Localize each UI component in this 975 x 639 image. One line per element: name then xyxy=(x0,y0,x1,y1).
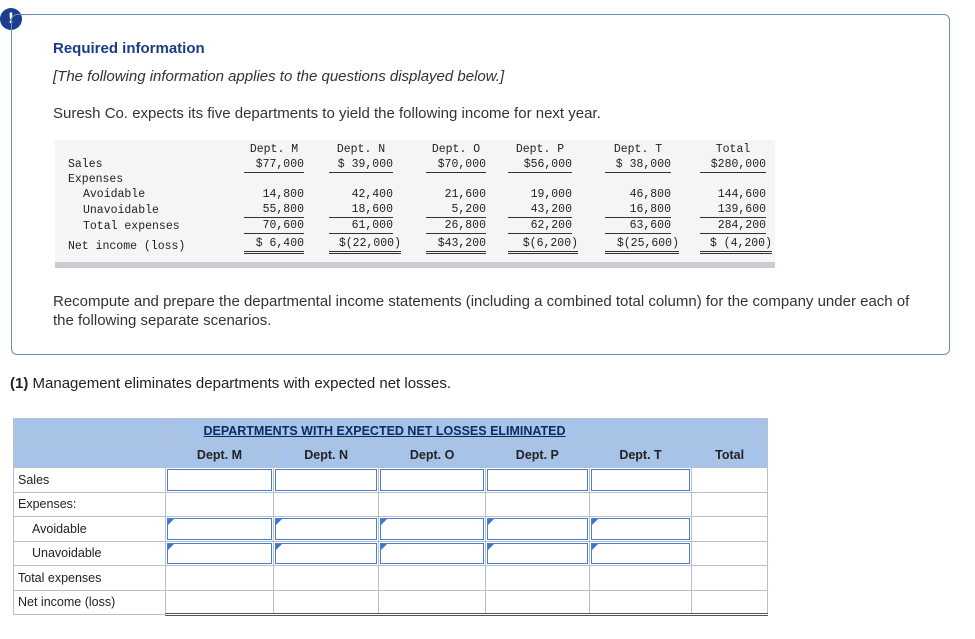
given-total-net-income: $ (4,200) xyxy=(700,237,772,254)
given-p-total-expenses: 62,200 xyxy=(508,219,572,234)
total-avoidable-cell xyxy=(692,517,768,542)
given-t-unavoidable: 16,800 xyxy=(605,203,671,218)
total-expenses-total-cell xyxy=(692,566,768,591)
input-m-unavoidable[interactable] xyxy=(166,541,274,566)
problem-intro: Suresh Co. expects its five departments to yield the following income for next year. xyxy=(53,105,601,122)
worksheet-title: DEPARTMENTS WITH EXPECTED NET LOSSES ELIMINATED xyxy=(166,419,768,444)
expenses-o-cell xyxy=(379,492,486,517)
worksheet-header-m: Dept. M xyxy=(166,443,274,468)
total-unavoidable-cell xyxy=(692,541,768,566)
given-header-n: Dept. N xyxy=(336,143,386,156)
input-o-avoidable[interactable] xyxy=(379,517,486,542)
given-label-unavoidable: Unavoidable xyxy=(83,204,159,217)
net-income-total-cell xyxy=(692,590,768,615)
given-header-total: Total xyxy=(715,143,751,156)
net-income-t-cell xyxy=(589,590,691,615)
given-total-total-expenses: 284,200 xyxy=(700,219,766,234)
given-label-sales: Sales xyxy=(68,158,103,171)
required-info-note: [The following information applies to the questions displayed below.] xyxy=(53,68,505,85)
part1-prompt xyxy=(10,375,451,392)
given-o-net-income: $43,200 xyxy=(426,237,486,254)
worksheet-header-p: Dept. P xyxy=(485,443,589,468)
given-m-sales: $77,000 xyxy=(244,158,304,173)
input-p-sales[interactable] xyxy=(485,468,589,493)
given-header-p: Dept. P xyxy=(515,143,565,156)
expenses-t-cell xyxy=(589,492,691,517)
given-n-total-expenses: 61,000 xyxy=(329,219,393,234)
total-expenses-m-cell xyxy=(166,566,274,591)
input-n-avoidable[interactable] xyxy=(274,517,379,542)
input-t-avoidable[interactable] xyxy=(589,517,691,542)
worksheet-header-n: Dept. N xyxy=(274,443,379,468)
given-header-m: Dept. M xyxy=(249,143,299,156)
given-p-sales: $56,000 xyxy=(508,158,572,173)
worksheet-header-o: Dept. O xyxy=(379,443,486,468)
expenses-p-cell xyxy=(485,492,589,517)
input-p-avoidable[interactable] xyxy=(485,517,589,542)
given-n-sales: $ 39,000 xyxy=(329,158,393,173)
given-p-net-income: $(6,200) xyxy=(508,237,578,254)
total-sales-cell xyxy=(692,468,768,493)
given-t-net-income: $(25,600) xyxy=(605,237,679,254)
total-expenses-p-cell xyxy=(485,566,589,591)
given-t-total-expenses: 63,600 xyxy=(605,219,671,234)
given-p-unavoidable: 43,200 xyxy=(508,203,572,218)
given-table-scrollbar[interactable] xyxy=(55,262,775,268)
given-n-avoidable: 42,400 xyxy=(351,188,393,201)
net-income-n-cell xyxy=(274,590,379,615)
input-m-avoidable[interactable] xyxy=(166,517,274,542)
given-o-sales: $70,000 xyxy=(426,158,486,173)
given-p-avoidable: 19,000 xyxy=(530,188,572,201)
part1-text: Management eliminates departments with expected net losses. xyxy=(28,375,452,392)
net-income-o-cell xyxy=(379,590,486,615)
worksheet-header-t: Dept. T xyxy=(589,443,691,468)
input-p-unavoidable[interactable] xyxy=(485,541,589,566)
given-o-avoidable: 21,600 xyxy=(444,188,486,201)
given-n-unavoidable: 18,600 xyxy=(329,203,393,218)
expenses-m-cell xyxy=(166,492,274,517)
given-o-unavoidable: 5,200 xyxy=(426,203,486,218)
given-label-expenses: Expenses xyxy=(68,173,124,186)
given-n-net-income: $(22,000) xyxy=(329,237,401,254)
given-income-table xyxy=(55,140,775,264)
input-o-sales[interactable] xyxy=(379,468,486,493)
scenario-instructions: Recompute and prepare the departmental income statements (including a combined total column) for the company under each of the following separate scenarios. xyxy=(53,293,910,329)
given-t-sales: $ 38,000 xyxy=(605,158,671,173)
worksheet-header-total: Total xyxy=(692,443,768,468)
given-label-net-income: Net income (loss) xyxy=(68,240,186,253)
input-n-sales[interactable] xyxy=(274,468,379,493)
given-m-net-income: $ 6,400 xyxy=(244,237,304,254)
given-total-unavoidable: 139,600 xyxy=(700,203,766,218)
worksheet-label-total-expenses: Total expenses xyxy=(14,566,166,591)
worksheet-label-sales: Sales xyxy=(14,468,166,493)
expenses-n-cell xyxy=(274,492,379,517)
input-m-sales[interactable] xyxy=(166,468,274,493)
given-label-total-expenses: Total expenses xyxy=(83,220,180,233)
total-expenses-t-cell xyxy=(589,566,691,591)
given-m-avoidable: 14,800 xyxy=(262,188,304,201)
given-header-t: Dept. T xyxy=(613,143,663,156)
worksheet-title-spacer xyxy=(14,419,166,444)
given-total-sales: $280,000 xyxy=(700,158,766,173)
total-expenses-n-cell xyxy=(274,566,379,591)
required-info-title: Required information xyxy=(53,40,205,57)
worksheet-header-blank xyxy=(14,443,166,468)
worksheet-label-unavoidable: Unavoidable xyxy=(14,541,166,566)
given-o-total-expenses: 26,800 xyxy=(426,219,486,234)
given-total-avoidable: 144,600 xyxy=(717,188,766,201)
input-t-unavoidable[interactable] xyxy=(589,541,691,566)
input-n-unavoidable[interactable] xyxy=(274,541,379,566)
alert-icon: ! xyxy=(0,8,22,30)
given-m-total-expenses: 70,600 xyxy=(244,219,304,234)
worksheet-label-expenses: Expenses: xyxy=(14,492,166,517)
total-expenses-o-cell xyxy=(379,566,486,591)
given-header-o: Dept. O xyxy=(431,143,481,156)
input-o-unavoidable[interactable] xyxy=(379,541,486,566)
answer-worksheet xyxy=(13,418,768,616)
worksheet-label-avoidable: Avoidable xyxy=(14,517,166,542)
net-income-m-cell xyxy=(166,590,274,615)
net-income-p-cell xyxy=(485,590,589,615)
expenses-total-cell xyxy=(692,492,768,517)
given-m-unavoidable: 55,800 xyxy=(244,203,304,218)
input-t-sales[interactable] xyxy=(589,468,691,493)
given-label-avoidable: Avoidable xyxy=(83,188,146,201)
worksheet-label-net-income: Net income (loss) xyxy=(14,590,166,615)
given-t-avoidable: 46,800 xyxy=(629,188,671,201)
part1-number: (1) xyxy=(10,375,29,392)
